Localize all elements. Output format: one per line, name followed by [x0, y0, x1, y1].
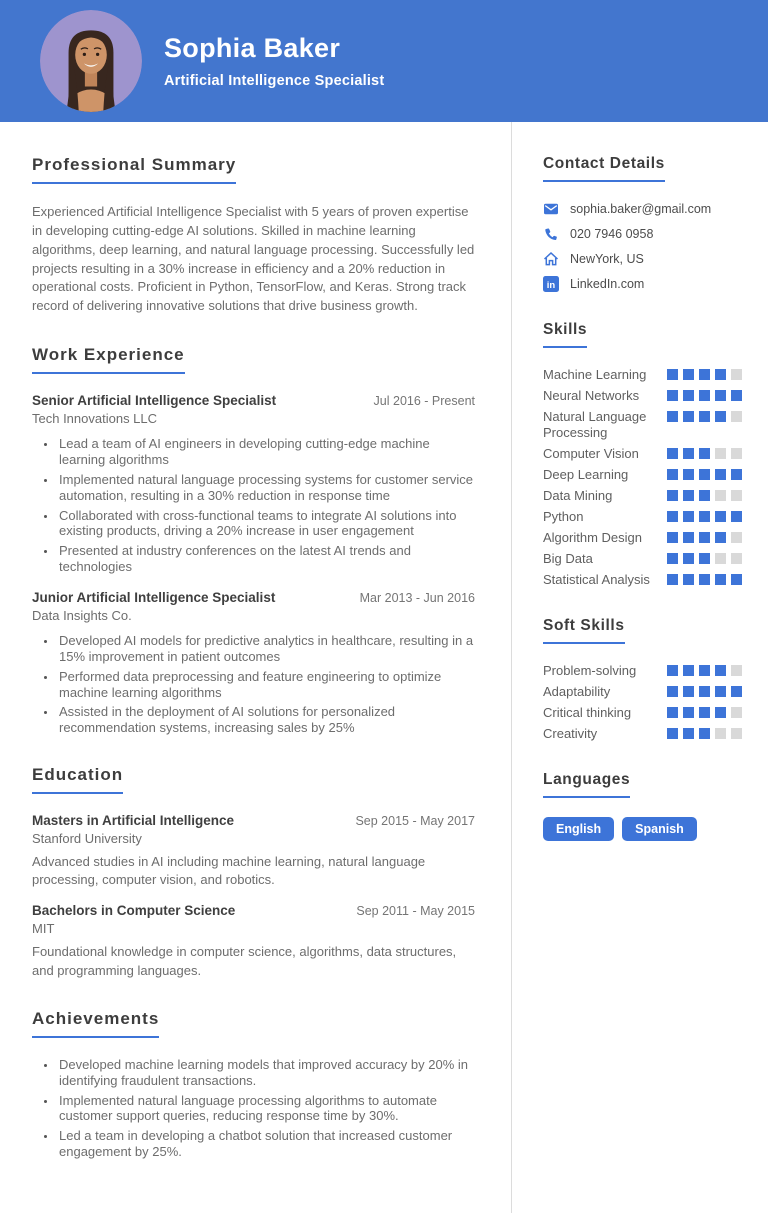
skill-name: Computer Vision — [543, 446, 639, 461]
rating-square-filled — [715, 411, 726, 422]
skill-rating — [667, 488, 742, 501]
education-dates: Sep 2015 - May 2017 — [355, 814, 475, 829]
rating-square-filled — [715, 665, 726, 676]
soft-skill-rating — [667, 726, 742, 739]
rating-square-filled — [715, 707, 726, 718]
section-skills — [543, 321, 746, 588]
rating-square-filled — [699, 686, 710, 697]
job-company: Tech Innovations LLC — [32, 411, 158, 427]
profile-photo — [40, 10, 142, 112]
skill-name: Natural Language Processing — [543, 409, 647, 440]
skill-name: Deep Learning — [543, 467, 629, 482]
resume-header — [0, 0, 768, 122]
rating-square-filled — [715, 532, 726, 543]
contact-linkedin[interactable] — [543, 276, 746, 292]
rating-square-filled — [731, 390, 742, 401]
soft-skill-name: Critical thinking — [543, 705, 632, 720]
rating-square-empty — [731, 490, 742, 501]
job-bullet: • Performed data preprocessing and feature engineering to optimize machine learning algorithms — [57, 669, 475, 701]
section-soft-skills — [543, 617, 746, 742]
contact-phone-text: 020 7946 0958 — [570, 227, 654, 241]
main-column — [0, 122, 512, 1213]
skill-rating — [667, 367, 742, 380]
skills-heading: Skills — [543, 321, 587, 348]
rating-square-filled — [699, 448, 710, 459]
rating-square-empty — [715, 553, 726, 564]
contact-location[interactable] — [543, 251, 746, 267]
phone-icon — [543, 226, 559, 242]
rating-square-filled — [683, 532, 694, 543]
contact-phone[interactable] — [543, 226, 746, 242]
rating-square-filled — [683, 665, 694, 676]
skill-name: Statistical Analysis — [543, 572, 650, 587]
skill-rating — [667, 572, 742, 585]
section-education — [32, 765, 475, 980]
skill-rating — [667, 446, 742, 459]
rating-square-filled — [683, 411, 694, 422]
rating-square-filled — [731, 511, 742, 522]
rating-square-filled — [699, 490, 710, 501]
rating-square-filled — [715, 686, 726, 697]
achievement-bullet: • Led a team in developing a chatbot solution that increased customer engagement by 25%. — [57, 1128, 475, 1160]
job-bullet: • Developed AI models for predictive analytics in healthcare, resulting in a 15% improvement in patient outcomes — [57, 633, 475, 665]
job-title: Junior Artificial Intelligence Specialist — [32, 589, 276, 605]
rating-square-filled — [667, 369, 678, 380]
education-description: Foundational knowledge in computer science, algorithms, data structures, and programming languages. — [32, 944, 457, 978]
achievements-list — [57, 1057, 475, 1160]
svg-text:in: in — [546, 280, 556, 291]
rating-square-filled — [731, 469, 742, 480]
rating-square-filled — [699, 728, 710, 739]
rating-square-filled — [715, 511, 726, 522]
rating-square-filled — [667, 469, 678, 480]
resume-body — [0, 122, 768, 1213]
rating-square-filled — [667, 390, 678, 401]
education-entry — [32, 813, 475, 889]
rating-square-filled — [699, 574, 710, 585]
school-name: Stanford University — [32, 831, 142, 847]
skill-name: Big Data — [543, 551, 593, 566]
rating-square-empty — [731, 411, 742, 422]
degree-title: Bachelors in Computer Science — [32, 903, 236, 919]
contact-linkedin-text: LinkedIn.com — [570, 277, 645, 291]
skill-row — [543, 530, 746, 546]
skill-rating — [667, 530, 742, 543]
rating-square-filled — [683, 469, 694, 480]
education-entry-header — [32, 813, 475, 828]
contact-location-text: NewYork, US — [570, 252, 644, 266]
rating-square-filled — [699, 553, 710, 564]
education-entry — [32, 903, 475, 979]
rating-square-filled — [699, 665, 710, 676]
soft-skill-rating — [667, 684, 742, 697]
job-entry-header — [32, 590, 475, 605]
skill-rating — [667, 509, 742, 522]
skill-rating — [667, 467, 742, 480]
soft-skill-name: Creativity — [543, 726, 598, 741]
soft-skill-row — [543, 705, 746, 721]
education-description: Advanced studies in AI including machine learning, natural language processing, computer vision, and robotics. — [32, 854, 426, 888]
language-pill-list — [543, 817, 746, 841]
rating-square-filled — [667, 532, 678, 543]
education-dates: Sep 2011 - May 2015 — [356, 904, 475, 919]
rating-square-filled — [683, 448, 694, 459]
skill-row — [543, 467, 746, 483]
rating-square-filled — [667, 411, 678, 422]
rating-square-filled — [683, 707, 694, 718]
rating-square-filled — [683, 490, 694, 501]
rating-square-filled — [699, 532, 710, 543]
email-icon — [543, 201, 559, 217]
school-name: MIT — [32, 921, 55, 937]
rating-square-empty — [731, 553, 742, 564]
skill-name: Algorithm Design — [543, 530, 642, 545]
rating-square-filled — [683, 728, 694, 739]
rating-square-empty — [731, 665, 742, 676]
education-entry-header — [32, 903, 475, 918]
rating-square-filled — [667, 686, 678, 697]
job-title: Senior Artificial Intelligence Specialist — [32, 393, 277, 409]
skill-row — [543, 572, 746, 588]
soft-skill-row — [543, 726, 746, 742]
professional-summary-text: Experienced Artificial Intelligence Specialist with 5 years of proven expertise in developing cutting-edge AI solutions. Skilled in machine learning algorithms, deep learning, and natural language processing. Successfully led projects resulting in a 30% increase in efficiency and a 20% reduction in operational costs. Proficient in Python, TensorFlow, and Keras. Strong track record of delivering innovative solutions that drive business growth. — [32, 204, 475, 314]
linkedin-icon — [543, 276, 559, 292]
rating-square-filled — [715, 369, 726, 380]
rating-square-filled — [667, 511, 678, 522]
skill-name: Neural Networks — [543, 388, 640, 403]
languages-heading: Languages — [543, 771, 630, 798]
rating-square-filled — [715, 469, 726, 480]
rating-square-empty — [731, 707, 742, 718]
soft-skill-name: Problem-solving — [543, 663, 637, 678]
language-pill-english[interactable]: English — [543, 817, 614, 841]
section-professional-summary — [32, 155, 475, 316]
soft-skills-heading: Soft Skills — [543, 617, 625, 644]
skill-row — [543, 367, 746, 383]
job-entry — [32, 393, 475, 575]
rating-square-filled — [683, 686, 694, 697]
achievements-heading: Achievements — [32, 1009, 159, 1038]
skill-rating — [667, 551, 742, 564]
rating-square-filled — [667, 553, 678, 564]
rating-square-empty — [731, 369, 742, 380]
job-bullet: • Assisted in the deployment of AI solutions for personalized recommendation systems, increasing sales by 25% — [57, 704, 475, 736]
soft-skill-row — [543, 663, 746, 679]
skill-row — [543, 509, 746, 525]
job-bullet: • Collaborated with cross-functional teams to integrate AI solutions into existing products, driving a 20% increase in user engagement — [57, 508, 475, 540]
section-achievements — [32, 1009, 475, 1160]
sidebar-column — [512, 122, 768, 1213]
soft-skill-name: Adaptability — [543, 684, 611, 699]
achievement-bullet: • Implemented natural language processing algorithms to automate customer support queries, reducing response time by 30%. — [57, 1093, 475, 1125]
rating-square-filled — [699, 390, 710, 401]
rating-square-empty — [715, 728, 726, 739]
skill-name: Machine Learning — [543, 367, 647, 382]
education-heading: Education — [32, 765, 123, 794]
rating-square-filled — [715, 390, 726, 401]
job-company: Data Insights Co. — [32, 607, 132, 623]
skill-rating — [667, 409, 742, 422]
rating-square-filled — [667, 728, 678, 739]
rating-square-filled — [667, 707, 678, 718]
professional-summary-heading: Professional Summary — [32, 155, 236, 184]
rating-square-filled — [667, 448, 678, 459]
skill-row — [543, 488, 746, 504]
rating-square-filled — [731, 686, 742, 697]
job-dates: Mar 2013 - Jun 2016 — [359, 590, 475, 605]
skill-rating — [667, 388, 742, 401]
rating-square-filled — [699, 511, 710, 522]
contact-email-text: sophia.baker@gmail.com — [570, 202, 712, 216]
rating-square-filled — [683, 574, 694, 585]
job-bullet: • Lead a team of AI engineers in developing cutting-edge machine learning algorithms — [57, 436, 475, 468]
header-text — [164, 33, 384, 89]
rating-square-empty — [731, 728, 742, 739]
job-bullet: • Presented at industry conferences on the latest AI trends and technologies — [57, 543, 475, 575]
profile-photo-illustration — [40, 10, 142, 112]
rating-square-filled — [683, 390, 694, 401]
rating-square-filled — [683, 553, 694, 564]
rating-square-empty — [731, 448, 742, 459]
job-bullet-list — [57, 633, 475, 736]
rating-square-filled — [699, 411, 710, 422]
rating-square-filled — [667, 490, 678, 501]
rating-square-filled — [699, 369, 710, 380]
job-bullet: • Implemented natural language processing systems for customer service automation, resulting in a 30% reduction in response time — [57, 472, 475, 504]
skill-row — [543, 446, 746, 462]
rating-square-filled — [667, 665, 678, 676]
skill-name: Python — [543, 509, 584, 524]
skill-name: Data Mining — [543, 488, 613, 503]
skill-row — [543, 409, 746, 441]
job-entry-header — [32, 393, 475, 408]
contact-email[interactable] — [543, 201, 746, 217]
achievement-bullet: • Developed machine learning models that improved accuracy by 20% in identifying fraudulent transactions. — [57, 1057, 475, 1089]
rating-square-empty — [715, 490, 726, 501]
rating-square-filled — [715, 574, 726, 585]
skill-row — [543, 551, 746, 567]
rating-square-empty — [715, 448, 726, 459]
section-languages — [543, 771, 746, 841]
contact-details-heading: Contact Details — [543, 155, 665, 182]
rating-square-filled — [667, 574, 678, 585]
rating-square-filled — [731, 574, 742, 585]
rating-square-filled — [683, 369, 694, 380]
soft-skill-rating — [667, 663, 742, 676]
section-contact-details — [543, 155, 746, 292]
rating-square-filled — [683, 511, 694, 522]
rating-square-empty — [731, 532, 742, 543]
work-experience-heading: Work Experience — [32, 345, 185, 374]
job-bullet-list — [57, 436, 475, 575]
rating-square-filled — [699, 707, 710, 718]
degree-title: Masters in Artificial Intelligence — [32, 813, 235, 829]
job-dates: Jul 2016 - Present — [373, 394, 475, 409]
skill-row — [543, 388, 746, 404]
rating-square-filled — [699, 469, 710, 480]
language-pill-spanish[interactable]: Spanish — [622, 817, 697, 841]
home-icon — [543, 251, 559, 267]
soft-skill-rating — [667, 705, 742, 718]
candidate-title: Artificial Intelligence Specialist — [164, 73, 385, 89]
section-work-experience — [32, 345, 475, 736]
soft-skill-row — [543, 684, 746, 700]
candidate-name: Sophia Baker — [164, 33, 341, 63]
job-entry — [32, 590, 475, 736]
